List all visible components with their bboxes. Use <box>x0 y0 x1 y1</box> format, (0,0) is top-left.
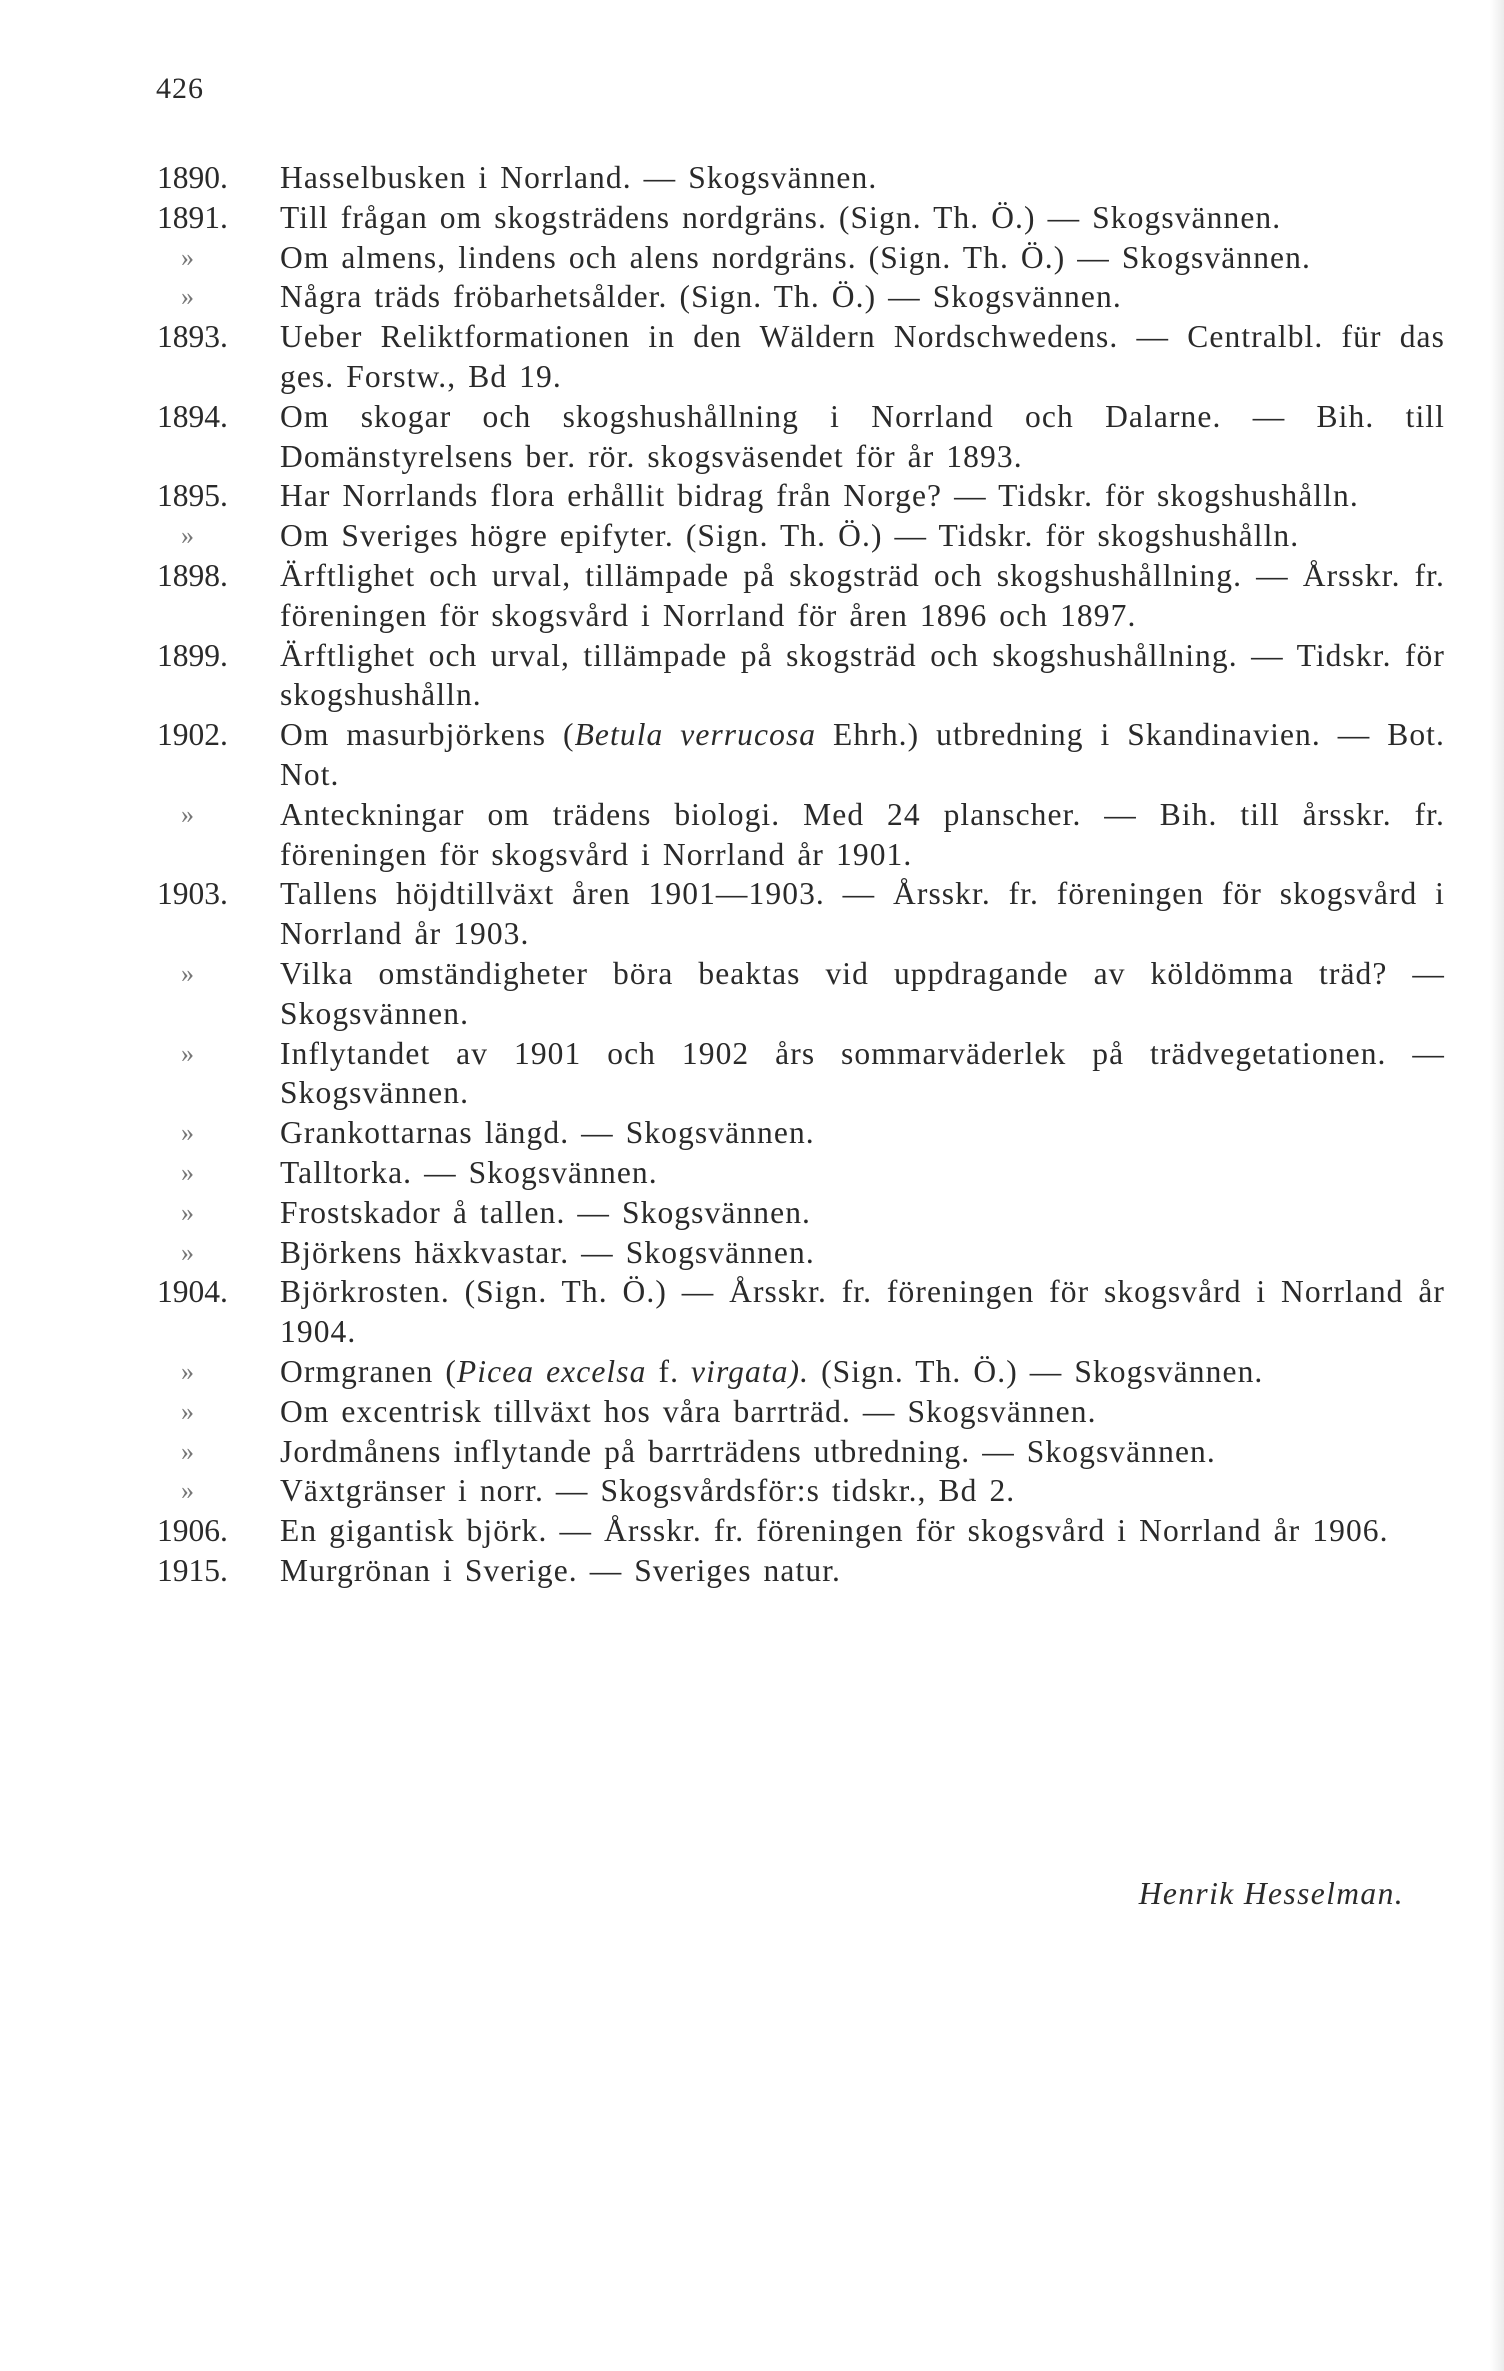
bibliography-entry <box>155 1352 1445 1392</box>
entry-year: 1895. <box>157 478 228 514</box>
entry-text <box>280 636 1445 716</box>
bibliography-entry <box>155 516 1445 556</box>
entry-text-segment: Till frågan om skogsträdens nordgräns. (Sign. Th. Ö.) — Skogsvännen. <box>280 199 1282 235</box>
entry-text-segment: Ärftlighet och urval, tillämpade på skogsträd och skogshushållning. — Tidskr. för skogshushålln. <box>280 637 1445 713</box>
entry-text <box>280 1153 1445 1193</box>
ditto-mark: » <box>181 1038 194 1068</box>
entry-text <box>280 238 1445 278</box>
entry-text-segment: Ueber Reliktformationen in den Wäldern Nordschwedens. — Centralbl. für das ges. Forstw., Bd 19. <box>280 319 1445 394</box>
entry-text-segment: Ärftlighet och urval, tillämpade på skogsträd och skogshushållning. — Årsskr. fr. föreningen för skogsvård i Norrland för åren 1896 och 1897. <box>280 557 1445 633</box>
entry-text-segment: Har Norrlands flora erhållit bidrag från Norge? — Tidskr. för skogshushålln. <box>280 478 1359 514</box>
entry-text <box>280 1471 1445 1511</box>
entry-year: 1899. <box>157 637 228 673</box>
ditto-mark: » <box>181 1476 194 1506</box>
entry-year: 1891. <box>157 199 228 235</box>
ditto-mark: » <box>181 282 194 312</box>
entry-text-segment: Om Sveriges högre epifyter. (Sign. Th. Ö.) — Tidskr. för skogshushålln. <box>280 518 1300 554</box>
page-edge-shadow <box>1490 0 1504 2371</box>
entry-text <box>280 277 1445 317</box>
bibliography-entry <box>155 1272 1445 1352</box>
ditto-mark: » <box>181 1356 194 1386</box>
entry-year: 1902. <box>157 717 228 753</box>
entry-text <box>280 1193 1445 1233</box>
bibliography-entry <box>155 238 1445 278</box>
ditto-mark: » <box>181 1396 194 1426</box>
entry-text <box>280 198 1445 238</box>
bibliography-entry <box>155 715 1445 795</box>
bibliography-entry <box>155 1193 1445 1233</box>
entry-text <box>280 954 1445 1034</box>
species-name: Betula verrucosa <box>574 717 817 753</box>
entry-text-segment: Om excentrisk tillväxt hos våra barrträd. — Skogsvännen. <box>280 1393 1097 1429</box>
bibliography-entry <box>155 158 1445 198</box>
entry-text <box>280 397 1445 477</box>
entry-year: 1890. <box>157 160 228 195</box>
entry-text-segment: Grankottarnas längd. — Skogsvännen. <box>280 1115 815 1151</box>
species-name: virgata). <box>691 1353 810 1389</box>
entry-text-segment: Frostskador å tallen. — Skogsvännen. <box>280 1194 812 1230</box>
entry-text-segment: Växtgränser i norr. — Skogsvårdsför:s tidskr., Bd 2. <box>280 1473 1016 1509</box>
entry-text-segment: En gigantisk björk. — Årsskr. fr. föreningen för skogsvård i Norrland år 1906. <box>280 1513 1389 1549</box>
entry-year: 1898. <box>157 557 228 593</box>
bibliography-entry <box>155 556 1445 636</box>
species-name: Picea excelsa <box>456 1353 647 1389</box>
entry-year: 1906. <box>157 1513 228 1549</box>
entry-year: 1904. <box>157 1274 228 1310</box>
bibliography-entry <box>155 198 1445 238</box>
bibliography-entry <box>155 317 1445 397</box>
entry-text-segment: Björkrosten. (Sign. Th. Ö.) — Årsskr. fr. föreningen för skogsvård i Norrland år 1904. <box>280 1274 1445 1350</box>
entry-text-segment: Jordmånens inflytande på barrträdens utbredning. — Skogsvännen. <box>280 1433 1216 1469</box>
entry-text <box>280 1233 1445 1273</box>
entry-text-segment: Några träds fröbarhetsålder. (Sign. Th. Ö.) — Skogsvännen. <box>280 279 1122 315</box>
bibliography-entry <box>155 1113 1445 1153</box>
page-number: 426 <box>156 72 204 105</box>
bibliography-entry <box>155 954 1445 1034</box>
entry-year: 1915. <box>157 1552 228 1588</box>
bibliography-entry <box>155 1511 1445 1551</box>
entry-text-segment: Om masurbjörkens ( <box>280 717 575 753</box>
ditto-mark: » <box>181 1157 194 1187</box>
entry-text-segment: Ormgranen ( <box>280 1353 457 1389</box>
bibliography-entry <box>155 1233 1445 1273</box>
bibliography-entry <box>155 874 1445 954</box>
ditto-mark: » <box>181 521 194 551</box>
entry-text <box>280 795 1445 875</box>
entry-text <box>280 158 1445 198</box>
entry-text <box>280 874 1445 954</box>
bibliography-entry <box>155 1392 1445 1432</box>
entry-year: 1903. <box>157 876 228 912</box>
entry-text-segment: Inflytandet av 1901 och 1902 års sommarväderlek på trädvegetationen. — Skogsvännen. <box>280 1035 1445 1111</box>
ditto-mark: » <box>181 1197 194 1227</box>
entry-text <box>280 1352 1445 1392</box>
bibliography-entry <box>155 397 1445 477</box>
entry-text-segment: Björkens häxkvastar. — Skogsvännen. <box>280 1234 815 1270</box>
entry-text <box>280 1432 1445 1472</box>
ditto-mark: » <box>181 799 194 829</box>
entry-text-segment: Murgrönan i Sverige. — Sveriges natur. <box>280 1552 842 1588</box>
entry-text-segment: Tallens höjdtillväxt åren 1901—1903. — Årsskr. fr. föreningen för skogsvård i Norrland år 1903. <box>280 876 1445 952</box>
entry-text <box>280 317 1445 397</box>
entry-text <box>280 1392 1445 1432</box>
entry-text-segment: Talltorka. — Skogsvännen. <box>280 1154 658 1190</box>
entry-text-segment: Vilka omständigheter böra beaktas vid uppdragande av köldömma träd? — Skogsvännen. <box>280 955 1445 1031</box>
entry-year: 1893. <box>157 319 228 355</box>
bibliography-entry <box>155 795 1445 875</box>
entry-text <box>280 715 1445 795</box>
ditto-mark: » <box>181 958 194 988</box>
entry-text <box>280 1034 1445 1114</box>
entry-text <box>280 516 1445 556</box>
entry-text <box>280 1113 1445 1153</box>
entry-year: 1894. <box>157 398 228 434</box>
entry-text <box>280 1272 1445 1352</box>
bibliography-entry <box>155 636 1445 716</box>
bibliography-list <box>155 158 1445 1591</box>
entry-text <box>280 476 1445 516</box>
bibliography-entry <box>155 1153 1445 1193</box>
bibliography-entry <box>155 1034 1445 1114</box>
entry-text-segment: Hasselbusken i Norrland. — Skogsvännen. <box>280 160 878 195</box>
entry-text-segment: f. <box>646 1353 692 1389</box>
author-signature: Henrik Hesselman. <box>1138 1876 1404 1911</box>
entry-text-segment: (Sign. Th. Ö.) — Skogsvännen. <box>809 1353 1264 1389</box>
entry-text-segment: Om almens, lindens och alens nordgräns. (Sign. Th. Ö.) — Skogsvännen. <box>280 239 1311 275</box>
entry-text-segment: Om skogar och skogshushållning i Norrland och Dalarne. — Bih. till Domänstyrelsens ber. rör. skogsväsendet för år 1893. <box>280 398 1445 474</box>
ditto-mark: » <box>181 242 194 272</box>
ditto-mark: » <box>181 1436 194 1466</box>
bibliography-entry <box>155 1551 1445 1591</box>
entry-text <box>280 1551 1445 1591</box>
entry-text <box>280 1511 1445 1551</box>
bibliography-entry <box>155 1432 1445 1472</box>
ditto-mark: » <box>181 1237 194 1267</box>
bibliography-entry <box>155 1471 1445 1511</box>
bibliography-entry <box>155 277 1445 317</box>
bibliography-entry <box>155 476 1445 516</box>
entry-text-segment: Anteckningar om trädens biologi. Med 24 planscher. — Bih. till årsskr. fr. föreningen för skogsvård i Norrland år 1901. <box>280 796 1445 872</box>
ditto-mark: » <box>181 1118 194 1148</box>
entry-text-segment: Ehrh.) utbredning i Skandinavien. — Bot. Not. <box>280 717 1445 792</box>
entry-text <box>280 556 1445 636</box>
